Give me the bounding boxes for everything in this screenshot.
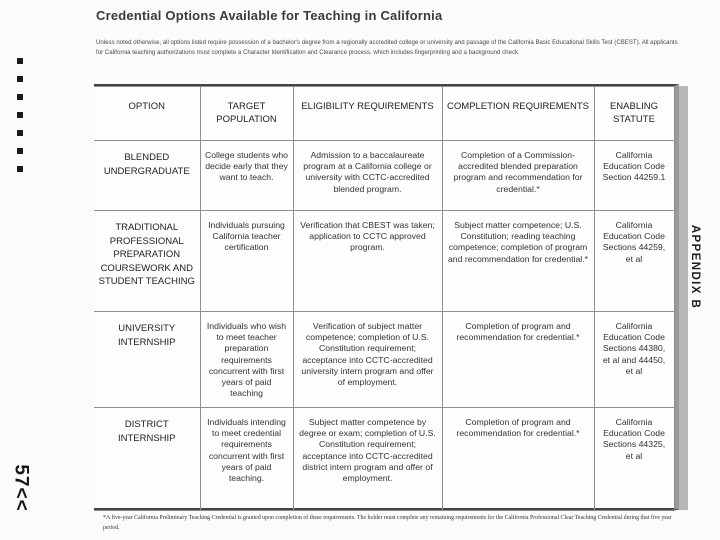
margin-mark [17,112,23,118]
table-row [94,211,674,312]
statute-cell: California Education Code Section 44259.1 [594,141,674,211]
margin-mark [17,166,23,172]
completion-cell: Completion of program and recommendation for credential.* [442,312,594,408]
header-eligibility-requirements: ELIGIBILITY REQUIREMENTS [293,87,442,141]
target-cell: Individuals intending to meet credential requirements concurrent with first years of paid teaching. [200,408,293,511]
appendix-label-text: APPENDIX B [689,224,702,310]
header-option: OPTION [94,87,200,141]
credential-options-table [94,86,675,511]
completion-cell: Subject matter competence; U.S. Constitution; reading teaching competence; completion of program and recommendation for credential.* [442,211,594,312]
completion-cell: Completion of program and recommendation for credential.* [442,408,594,511]
target-cell: Individuals who wish to meet teacher preparation requirements concurrent with first years of paid teaching [200,312,293,408]
option-cell: BLENDED UNDERGRADUATE [94,141,200,211]
intro-paragraph: Unless noted otherwise, all options listed require possession of a bachelor's degree from a regionally accredited college or university and passage of the California Basic Educational Skills Test (CBEST). All applicants for California teaching authorizations must complete a Character Identification and Clearance process, which includes fingerprinting and a background check. [96,39,678,56]
margin-mark [17,130,23,136]
eligibility-cell: Verification that CBEST was taken; application to CCTC approved program. [293,211,442,312]
eligibility-cell: Verification of subject matter competence; completion of U.S. Constitution requirement; acceptance into CCTC-accredited university intern program and offer of employment. [293,312,442,408]
option-cell: DISTRICT INTERNSHIP [94,408,200,511]
footnote: *A five-year California Preliminary Teaching Credential is granted upon completion of these requirements. The holder must complete any remaining requirements for the California Professional Clear Teaching Credential during that five year period. [103,515,672,531]
margin-mark [17,148,23,154]
statute-cell: California Education Code Sections 44325, et al [594,408,674,511]
margin-marks [17,58,25,184]
margin-mark [17,94,23,100]
eligibility-cell: Admission to a baccalaureate program at a California college or university with CCTC-accredited blended program. [293,141,442,211]
header-completion-requirements: COMPLETION REQUIREMENTS [442,87,594,141]
completion-cell: Completion of a Commission-accredited blended preparation program and recommendation for credential.* [442,141,594,211]
page-title: Credential Options Available for Teaching in California [96,8,443,23]
table-row [94,408,674,511]
margin-mark [17,58,23,64]
target-cell: Individuals pursuing California teacher certification [200,211,293,312]
option-cell: UNIVERSITY INTERNSHIP [94,312,200,408]
table-header-row [94,87,674,141]
margin-mark [17,76,23,82]
table-edge-shadow [679,86,688,510]
page-number [4,448,38,528]
statute-cell: California Education Code Sections 44380, et al and 44450, et al [594,312,674,408]
option-cell: TRADITIONAL PROFESSIONAL PREPARATION COURSEWORK AND STUDENT TEACHING [94,211,200,312]
header-target-population: TARGET POPULATION [200,87,293,141]
header-enabling-statute: ENABLING STATUTE [594,87,674,141]
table-row [94,312,674,408]
table-row [94,141,674,211]
page-number-text: 57<< [11,464,33,512]
statute-cell: California Education Code Sections 44259, et al [594,211,674,312]
eligibility-cell: Subject matter competence by degree or exam; completion of U.S. Constitution requirement; acceptance into CCTC-accredited district intern program and offer of employment. [293,408,442,511]
target-cell: College students who decide early that they want to teach. [200,141,293,211]
credential-table [94,84,679,510]
